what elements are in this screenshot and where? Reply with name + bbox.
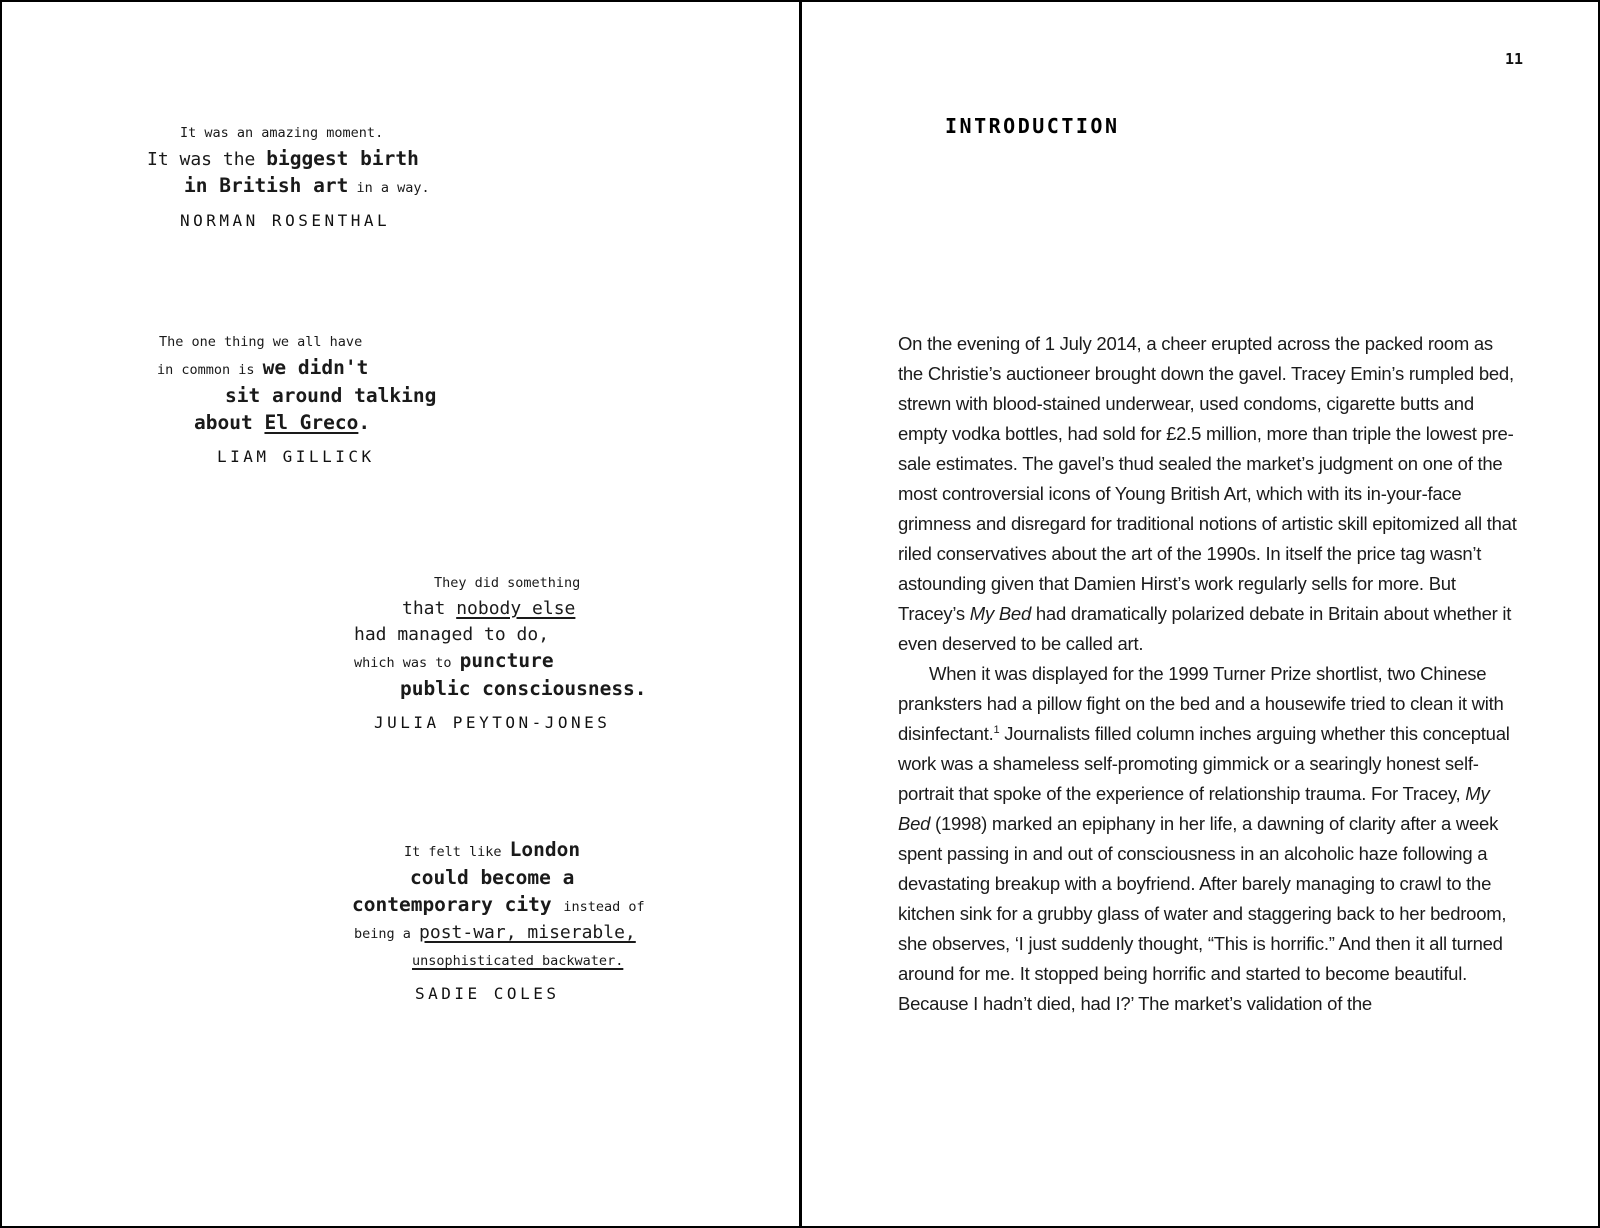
quote-line — [402, 596, 647, 622]
chapter-body — [898, 329, 1520, 1019]
quote-attribution: LIAM GILLICK — [217, 447, 375, 466]
quote-segment: that — [402, 598, 457, 619]
quote-segment: It was the — [147, 149, 267, 170]
quote-segment: biggest birth — [266, 147, 419, 170]
quote-segment: which was to — [354, 655, 460, 671]
pull-quote — [157, 328, 436, 466]
quote-segment: The one thing we all have — [159, 334, 363, 350]
quote-line — [404, 837, 645, 865]
quote-segment: El Greco — [264, 411, 359, 434]
quote-segment: sit around talking — [225, 384, 437, 407]
body-text-segment: When it was displayed for the 1999 Turner Prize shortlist, two Chinese pranksters had a pillow fight on the bed and a housewife tried to clean it with disinfectant. — [898, 663, 1504, 744]
quote-segment: in a way. — [348, 180, 430, 196]
quote-line — [225, 383, 436, 410]
quote-segment: had managed to do, — [354, 624, 550, 645]
quote-segment: puncture — [459, 649, 554, 672]
quote-segment: nobody else — [456, 598, 576, 619]
quote-segment: in British art — [184, 174, 349, 197]
quote-segment: instead of — [563, 899, 645, 915]
quote-attribution: JULIA PEYTON-JONES — [374, 713, 611, 732]
quote-line — [184, 173, 430, 201]
quote-segment: being a — [354, 926, 420, 942]
body-text-segment: had dramatically polarized debate in Britain about whether it even deserved to be called art. — [898, 603, 1512, 654]
body-text-segment: (1998) marked an epiphany in her life, a dawning of clarity after a week spent passing in and out of consciousness in an alcoholic haze following a devastating breakup with a boyfriend. After barely managing to crawl to the kitchen sink for a grubby glass of water and staggering back to her bedroom, she observes, ‘I just suddenly thought, “This is horrific.” And then it all turned around for me. It stopped being horrific and started to become beautiful. Because I hadn’t died, had I?’ The market’s validation of the — [898, 813, 1507, 1014]
quote-line — [352, 892, 645, 920]
quote-line — [180, 119, 430, 146]
right-page — [802, 2, 1600, 1226]
quote-segment: post-war, miserable, — [419, 922, 636, 943]
quote-segment: in common is — [157, 362, 263, 378]
quote-segment: It felt like — [404, 844, 510, 860]
left-page — [2, 2, 799, 1226]
body-text-segment: On the evening of 1 July 2014, a cheer erupted across the packed room as the Christie’s auctioneer brought down the gavel. Tracey Emin’s rumpled bed, strewn with blood-stained underwear, used condoms, cigarette butts and empty vodka bottles, had sold for £2.5 million, more than triple the lowest pre-sale estimates. The gavel’s thud sealed the market’s judgment on one of the most controversial icons of Young British Art, which with its in-your-face grimness and disregard for traditional notions of artistic skill epitomized all that riled conservatives about the art of the 1990s. In itself the price tag wasn’t astounding given that Damien Hirst’s work regularly sells for more. But Tracey’s — [898, 333, 1517, 624]
quote-segment: about — [194, 411, 265, 434]
quote-segment: unsophisticated backwater. — [412, 953, 624, 969]
quote-line — [434, 569, 647, 596]
quote-segment: It was an amazing moment. — [180, 125, 384, 141]
quote-segment: London — [509, 838, 581, 861]
body-paragraph — [898, 659, 1520, 1019]
quote-segment: public consciousness. — [400, 677, 647, 700]
quote-line — [354, 648, 647, 676]
quote-segment: contemporary city — [352, 893, 564, 916]
pull-quote — [147, 119, 430, 230]
quote-line — [412, 947, 645, 974]
quote-segment: we didn't — [262, 356, 369, 379]
pull-quote — [352, 837, 645, 1003]
quote-attribution: SADIE COLES — [415, 984, 560, 1003]
quote-line — [157, 355, 436, 383]
quote-line — [147, 146, 430, 173]
artwork-title: My Bed — [898, 783, 1490, 834]
quote-line — [410, 865, 645, 892]
quote-line — [159, 328, 436, 355]
quote-line — [354, 622, 647, 648]
footnote-marker: 1 — [993, 723, 1000, 736]
artwork-title: My Bed — [969, 603, 1031, 624]
quote-segment: They did something — [434, 575, 581, 591]
body-text-segment: Journalists filled column inches arguing whether this conceptual work was a shameless self-promoting gimmick or a searingly honest self-portrait that spoke of the experience of relationship trauma. For Tracey, — [898, 723, 1510, 804]
quote-attribution: NORMAN ROSENTHAL — [180, 211, 391, 230]
quote-segment: . — [358, 411, 371, 434]
chapter-heading: INTRODUCTION — [945, 114, 1120, 138]
quote-line — [354, 920, 645, 947]
pull-quote — [354, 569, 647, 732]
quote-line — [400, 676, 647, 703]
quote-segment: could become a — [410, 866, 575, 889]
quote-line — [194, 410, 436, 437]
body-paragraph — [898, 329, 1520, 659]
page-number: 11 — [1505, 50, 1524, 68]
